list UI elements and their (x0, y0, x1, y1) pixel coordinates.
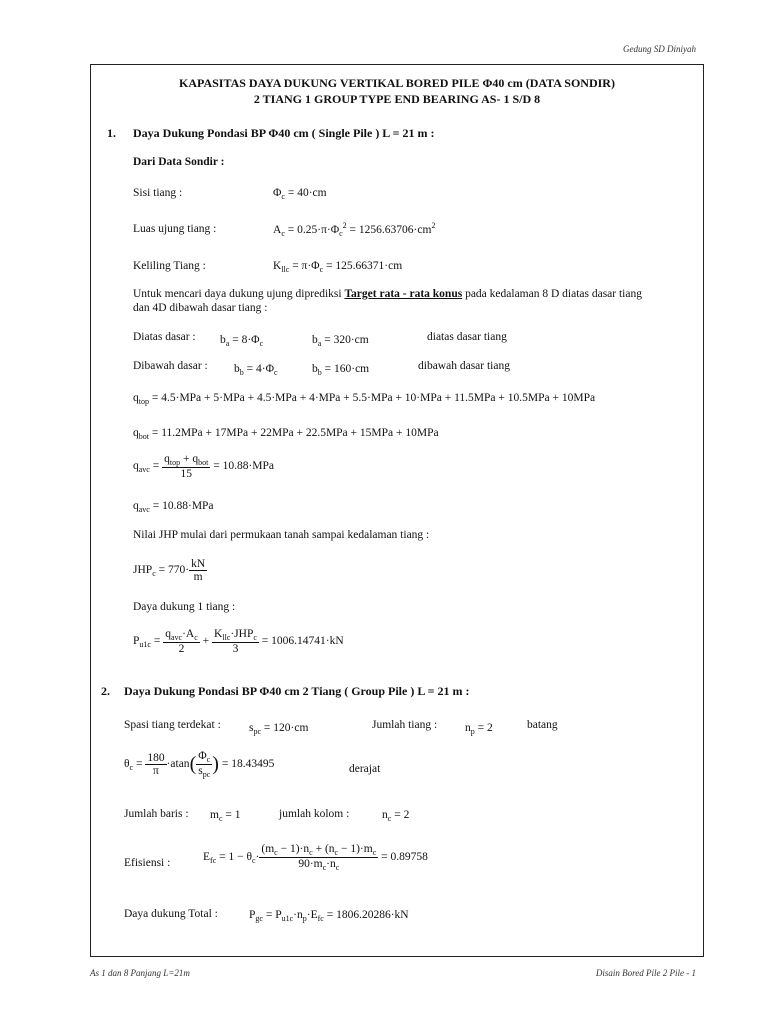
page-subtitle: 2 TIANG 1 GROUP TYPE END BEARING AS- 1 S/D 8 (253, 92, 541, 106)
jumlah-tiang-unit: batang (527, 719, 558, 731)
baris-value: 1 (234, 809, 241, 821)
total-result: 1806.20286·kN (336, 909, 409, 921)
keliling-value: 125.66371·cm (335, 260, 403, 272)
section-1-number: 1. (107, 126, 116, 140)
baris-formula: $m_c = 1$ (210, 809, 241, 823)
efisiensi-result: 0.89758 (390, 851, 428, 864)
pu1c-result: 1006.14741·kN (271, 635, 344, 648)
spasi-value: 120·cm (273, 722, 309, 734)
qavc-formula: $q_{avc}$ = $\frac{q_{top} + q_{bot}}{15}$ = 10.88·MPa (133, 453, 275, 480)
jhp-formula: $JHP_c = 770\cdot$ $\frac{kN}{m}$ (133, 558, 206, 583)
luas-formula: $A_c = 0.25\cdot\pi\cdot\Phi_c^2 = 1256.63706\cdot cm^2$ (273, 221, 436, 238)
intro-text-b: pada kedalaman 8 D diatas dasar tiang (462, 288, 642, 300)
theta-numerator: 180 (147, 752, 165, 764)
daya-dukung-label: Daya dukung 1 tiang : (133, 601, 236, 613)
qtop-values: 4.5·MPa + 5·MPa + 4.5·MPa + 4·MPa + 5.5·MPa + 10·MPa + 11.5MPa + 10.5MPa + 10MPa (161, 392, 596, 404)
intro-target: Target rata - rata konus (344, 288, 463, 300)
jumlah-tiang-value: 2 (487, 722, 493, 734)
sisi-formula: $\Phi_c = 40\cdot cm$ (273, 187, 327, 201)
luas-value: 1256.63706·cm (358, 223, 432, 236)
kolom-value: 2 (403, 809, 410, 821)
spasi-label: Spasi tiang terdekat : (124, 719, 221, 731)
total-formula: $P_{gc} = P_{u1c}\cdot n_p\cdot E_{fc} = 1806.20286\cdot kN$ (249, 909, 409, 923)
section-1-heading: Daya Dukung Pondasi BP Φ40 cm ( Single Pile ) L = 21 m : (133, 126, 435, 140)
qavc-repeat: $q_{avc} = 10.88\cdot MPa$ (133, 500, 214, 514)
sondir-subheading: Dari Data Sondir : (133, 156, 225, 168)
theta-result: 18.43495 (231, 758, 275, 771)
pu-denominator-2: 3 (232, 643, 239, 655)
qbot-values: 11.2MPa + 17MPa + 22MPa + 22.5MPa + 15MPa + 10MPa (161, 427, 439, 439)
diatas-f2: 320·cm (333, 334, 369, 346)
qavc-result: 10.88·MPa (222, 460, 275, 473)
dibawah-note: dibawah dasar tiang (418, 360, 510, 372)
sisi-label: Sisi tiang : (133, 187, 183, 199)
jhp-text: Nilai JHP mulai dari permukaan tanah sampai kedalaman tiang : (133, 529, 430, 541)
theta-unit: derajat (349, 763, 381, 775)
qbot-formula: $q_{bot} = 11.2MPa + 17MPa + 22MPa + 22.5MPa + 15MPa + 10MPa$ (133, 427, 439, 441)
jumlah-tiang-label: Jumlah tiang : (372, 719, 438, 731)
jhp-unit-numerator: kN (191, 558, 206, 570)
pu1c-formula: $P_{u1c}$ = $\frac{q_{avc}\cdot A_c}{2}$ + $\frac{K_{llc}\cdot JHP_c}{3}$ = 1006.14741·kN (133, 628, 344, 655)
section-2-heading: Daya Dukung Pondasi BP Φ40 cm 2 Tiang ( Group Pile ) L = 21 m : (124, 684, 470, 698)
jhp-number: 770· (168, 564, 190, 577)
keliling-label: Keliling Tiang : (133, 260, 206, 272)
page-title: KAPASITAS DAYA DUKUNG VERTIKAL BORED PILE Φ40 cm (DATA SONDIR) (179, 76, 615, 90)
keliling-formula: $K_{llc} = \pi\cdot\Phi_c = 125.66371\cdot cm$ (273, 260, 403, 274)
diatas-note: diatas dasar tiang (427, 331, 507, 343)
diatas-f1: 8·Φ (241, 334, 260, 346)
dibawah-f1: 4·Φ (256, 363, 274, 375)
baris-label: Jumlah baris : (124, 808, 189, 820)
qavc-denominator: 15 (180, 468, 192, 480)
jumlah-tiang-formula: $n_p = 2$ (465, 722, 493, 736)
theta-formula: $\theta_c$ = $\frac{180}{\pi}$ ·atan( $\frac{\Phi_c}{s_{pc}}$ ) = 18.43495 (124, 750, 275, 779)
qtop-formula: $q_{top} = 4.5\cdot MPa + 5\cdot MPa + 4.5\cdot MPa + 4\cdot MPa + 5.5\cdot MPa + 10\cdot MPa + 11.5MPa + 10.5MPa + 10MPa$ (133, 392, 596, 406)
diatas-formula-2: $b_a = 320\cdot cm$ (312, 334, 369, 348)
sisi-value: 40·cm (297, 187, 327, 199)
diatas-formula-1: $b_a = 8\cdot\Phi_c$ (220, 334, 264, 348)
dibawah-formula-1: $b_b = 4\cdot\Phi_c$ (234, 363, 278, 377)
jhp-unit-denominator: m (193, 571, 203, 583)
dibawah-formula-2: $b_b = 160\cdot cm$ (312, 363, 370, 377)
intro-line-2: dan 4D dibawah dasar tiang : (133, 302, 268, 314)
footer-right: Disain Bored Pile 2 Pile - 1 (595, 968, 696, 978)
luas-label: Luas ujung tiang : (133, 223, 217, 235)
theta-denominator: π (153, 765, 159, 777)
pu-denominator-1: 2 (178, 643, 185, 655)
spasi-formula: $s_{pc} = 120\cdot cm$ (249, 722, 309, 736)
dibawah-f2: 160·cm (334, 363, 370, 375)
qavc-repeat-value: 10.88·MPa (162, 500, 214, 512)
section-2-number: 2. (101, 684, 110, 698)
dibawah-label: Dibawah dasar : (133, 360, 208, 372)
intro-text-a: Untuk mencari daya dukung ujung diprediksi (133, 288, 345, 300)
footer-left: As 1 dan 8 Panjang L=21m (90, 968, 190, 978)
efisiensi-label: Efisiensi : (124, 857, 171, 869)
diatas-label: Diatas dasar : (133, 331, 196, 343)
efisiensi-formula: $E_{fc} = 1 - \theta_c\cdot$ $\frac{(m_c - 1)\cdot n_c + (n_c - 1)\cdot m_c}{90\cdot m_c\cdot n_c}$ = 0.89758 (203, 843, 428, 872)
kolom-label: jumlah kolom : (279, 808, 350, 820)
header-title: Gedung SD Diniyah (623, 44, 696, 54)
intro-line-1 (133, 288, 642, 300)
total-label: Daya dukung Total : (124, 908, 218, 920)
kolom-formula: $n_c = 2$ (382, 809, 410, 823)
